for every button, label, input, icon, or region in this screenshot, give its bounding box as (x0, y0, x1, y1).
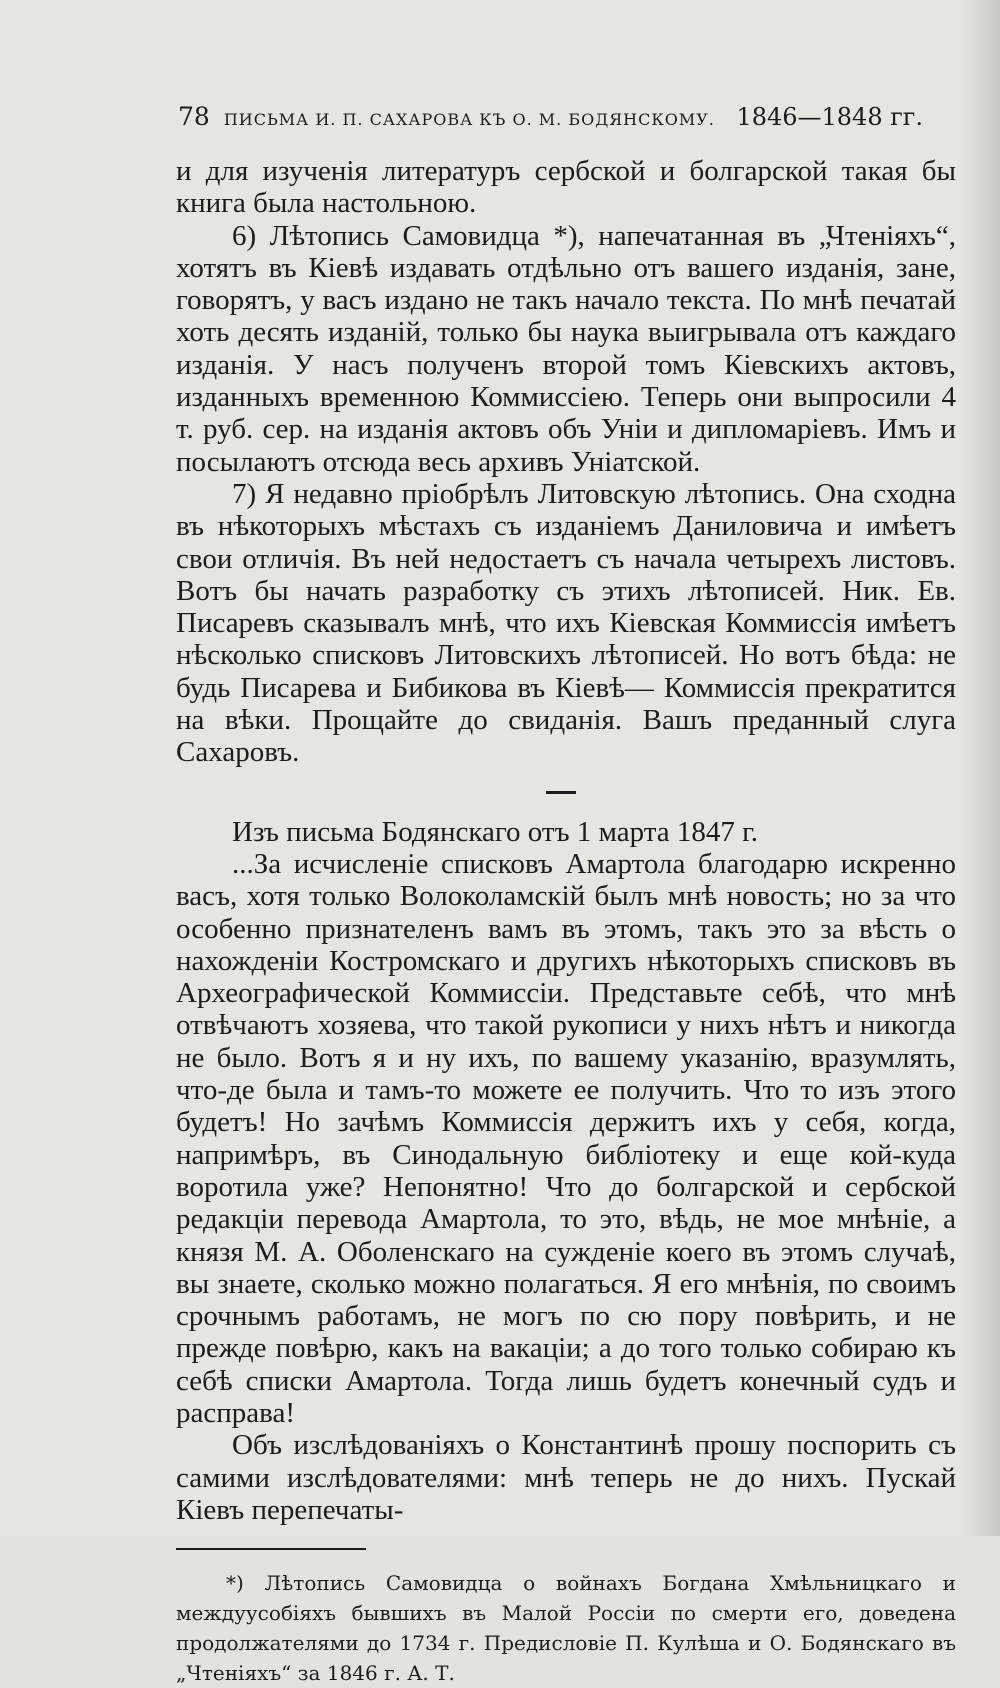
letter-heading: Изъ письма Бодянскаго отъ 1 марта 1847 г. (232, 815, 759, 848)
page-number: 78 (178, 102, 210, 131)
paragraph-6: 6) Лѣтопись Самовидца *), напечатанная въ „Чтеніяхъ“, хотятъ въ Кіевѣ издавать отдѣльно отъ вашего изданія, зане, говорятъ, у васъ издано не такъ начало текста. По мнѣ печатай хоть десять изданій, только бы наука выигрывала отъ каждаго изданія. У насъ полученъ второй томъ Кіевскихъ актовъ, изданныхъ временною Коммиссіею. Теперь они выпросили 4 т. руб. сер. на изданія актовъ объ Уніи и дипломаріевъ. Имъ и посылаютъ отсюда весь архивъ Уніатской. (176, 219, 956, 478)
footnote-rule (176, 1548, 366, 1550)
paragraph-7: 7) Я недавно пріобрѣлъ Литовскую лѣтопись. Она сходна въ нѣкоторыхъ мѣстахъ съ изданіемъ Даниловича и имѣетъ свои отличія. Въ ней недостаетъ съ начала четырехъ листовъ. Вотъ бы начать разработку съ этихъ лѣтописей. Ник. Ев. Писаревъ сказывалъ мнѣ, что ихъ Кіевская Коммиссія имѣетъ нѣсколько списковъ Литовскихъ лѣтописей. Но вотъ бѣда: не будь Писарева и Бибикова въ Кіевѣ— Коммиссія прекратится на вѣки. Прощайте до свиданія. Вашъ преданный слуга Сахаровъ. (176, 477, 956, 769)
header-years: 1846—1848 гг. (736, 103, 923, 131)
page-spine-shadow (960, 0, 1000, 1536)
footnote: *) Лѣтопись Самовидца о войнахъ Богдана Хмѣльницкаго и междуусобіяхъ бывшихъ въ Малой Россіи по смерти его, доведена продолжателями до 1734 г. Предисловіе П. Кулѣша и О. Бодянскаго въ „Чтеніяхъ“ за 1846 г. А. Т. (176, 1571, 956, 1686)
running-head (178, 102, 923, 136)
header-title: ПИСЬМА И. П. САХАРОВА КЪ О. М. БОДЯНСКОМУ. (223, 110, 715, 129)
letter-paragraph-1: ...За исчисленіе списковъ Амартола благодарю искренно васъ, хотя только Волоколамскій былъ мнѣ новость; но за что особенно признателенъ вамъ въ этомъ, такъ это за вѣсть о нахожденіи Костромскаго и другихъ нѣкоторыхъ списковъ въ Археографической Коммиссіи. Представьте себѣ, что мнѣ отвѣчаютъ хозяева, что такой рукописи у нихъ нѣтъ и никогда не было. Вотъ я и ну ихъ, по вашему указанію, вразумлять, что-де была и тамъ-то можете ее получить. Что то изъ этого будетъ! Но зачѣмъ Коммиссія держитъ ихъ у себя, когда, напримѣръ, въ Синодальную библіотеку и еще кой-куда воротила уже? Непонятно! Что до болгарской и сербской редакціи перевода Амартола, то это, вѣдь, не мое мнѣніе, а князя М. А. Оболенскаго на сужденіе коего въ этомъ случаѣ, вы знаете, сколько можно полагаться. Я его мнѣнія, по своимъ срочнымъ работамъ, не могъ по сю пору повѣрить, и не прежде повѣрю, какъ на вакаціи; а до того только собираю къ себѣ списки Амартола. Тогда лишь будетъ конечный судъ и расправа! (176, 847, 956, 1429)
section-separator (546, 791, 576, 794)
paragraph-continuation: и для изученія литературъ сербской и болгарской такая бы книга была настольною. (176, 155, 956, 220)
footnotes (176, 1568, 956, 1688)
body-text (176, 155, 956, 1688)
letter-paragraph-2: Объ изслѣдованіяхъ о Константинѣ прошу поспорить съ самими изслѣдователями: мнѣ теперь не до нихъ. Пускай Кіевъ перепечаты- (176, 1429, 956, 1526)
